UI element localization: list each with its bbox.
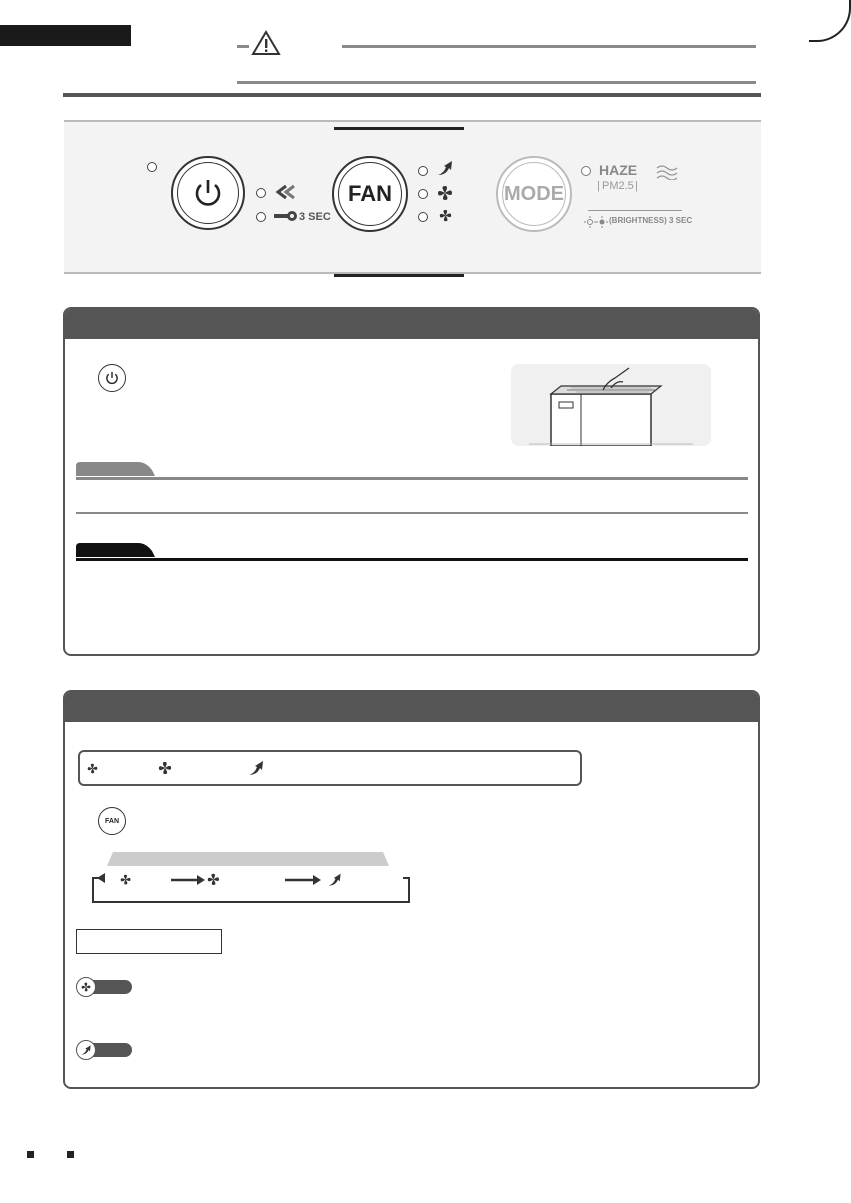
child-lock-led bbox=[256, 188, 266, 198]
high-fan-icon bbox=[158, 761, 172, 775]
low-speed-led bbox=[418, 212, 428, 222]
mode-button-ring bbox=[502, 162, 566, 226]
mode-button[interactable] bbox=[496, 156, 572, 232]
haze-label: HAZE bbox=[599, 162, 638, 178]
panel-top-notch bbox=[334, 127, 464, 130]
panel-bottom-notch bbox=[334, 274, 464, 277]
turbo-icon bbox=[436, 159, 456, 177]
fan-speed-section bbox=[63, 690, 760, 1089]
purifier-illustration bbox=[511, 364, 711, 446]
power-led bbox=[147, 162, 157, 172]
brightness-icon bbox=[584, 216, 608, 228]
turbo-led bbox=[418, 166, 428, 176]
lock-led bbox=[256, 212, 266, 222]
chapter-tab bbox=[0, 25, 131, 46]
power-button[interactable] bbox=[171, 156, 245, 230]
lock-label: 3 SEC bbox=[299, 211, 331, 223]
pm-label-right-bar: | bbox=[635, 180, 638, 192]
high-fan-icon bbox=[437, 185, 453, 201]
page-corner-mark bbox=[809, 0, 851, 42]
default-setting-box bbox=[76, 929, 222, 954]
warning-rule-bottom bbox=[237, 81, 756, 84]
warning-rule-top bbox=[342, 45, 756, 48]
fan-button-small-label: FAN bbox=[105, 817, 119, 825]
speed-cycle-arrows bbox=[91, 852, 413, 904]
brightness-label: (BRIGHTNESS) 3 SEC bbox=[609, 216, 693, 225]
control-panel-face bbox=[64, 120, 761, 274]
turbo-icon bbox=[247, 759, 265, 777]
footer-mark-left bbox=[27, 1151, 34, 1158]
low-fan-icon bbox=[439, 209, 452, 222]
low-fan-icon bbox=[87, 763, 98, 774]
pm-label-left-bar: | bbox=[597, 180, 600, 192]
note-tag-black bbox=[76, 543, 156, 557]
warning-icon bbox=[251, 30, 281, 56]
speed-cycle-diagram bbox=[91, 852, 413, 904]
power-button-small bbox=[98, 364, 126, 392]
note-rule-grey-bottom bbox=[76, 512, 748, 514]
turbo-icon bbox=[80, 1044, 92, 1056]
power-section bbox=[63, 307, 760, 656]
power-icon-small bbox=[104, 370, 120, 386]
high-speed-led bbox=[418, 189, 428, 199]
purifier-hand-image bbox=[511, 364, 711, 446]
haze-led bbox=[581, 166, 591, 176]
fan-button-small bbox=[98, 807, 126, 835]
speed-options-box bbox=[78, 750, 582, 786]
low-speed-pill-icon bbox=[76, 977, 96, 997]
brightness-divider bbox=[588, 210, 682, 211]
turbo-arrows-icon bbox=[274, 184, 296, 200]
mode-button-label: MODE bbox=[504, 182, 564, 205]
haze-waves-icon bbox=[656, 164, 678, 180]
power-section-header bbox=[65, 309, 758, 339]
warning-rule-left bbox=[237, 45, 249, 48]
note-tag-grey bbox=[76, 462, 156, 476]
power-icon bbox=[191, 176, 225, 210]
fan-speed-section-header bbox=[65, 692, 758, 722]
note-rule-black bbox=[76, 558, 748, 561]
pm-label: PM2.5 bbox=[602, 180, 634, 192]
fan-button-label: FAN bbox=[348, 181, 392, 206]
turbo-speed-pill bbox=[78, 1043, 132, 1057]
low-fan-icon bbox=[81, 982, 91, 992]
footer-mark-right bbox=[67, 1151, 74, 1158]
header-rule bbox=[63, 93, 761, 97]
power-button-ring bbox=[177, 162, 239, 224]
turbo-speed-pill-icon bbox=[76, 1040, 96, 1060]
control-panel-illustration bbox=[64, 116, 761, 276]
note-rule-grey bbox=[76, 477, 748, 480]
fan-button[interactable] bbox=[332, 156, 408, 232]
key-icon bbox=[274, 210, 298, 222]
low-speed-pill bbox=[78, 980, 132, 994]
fan-button-ring bbox=[338, 162, 402, 226]
